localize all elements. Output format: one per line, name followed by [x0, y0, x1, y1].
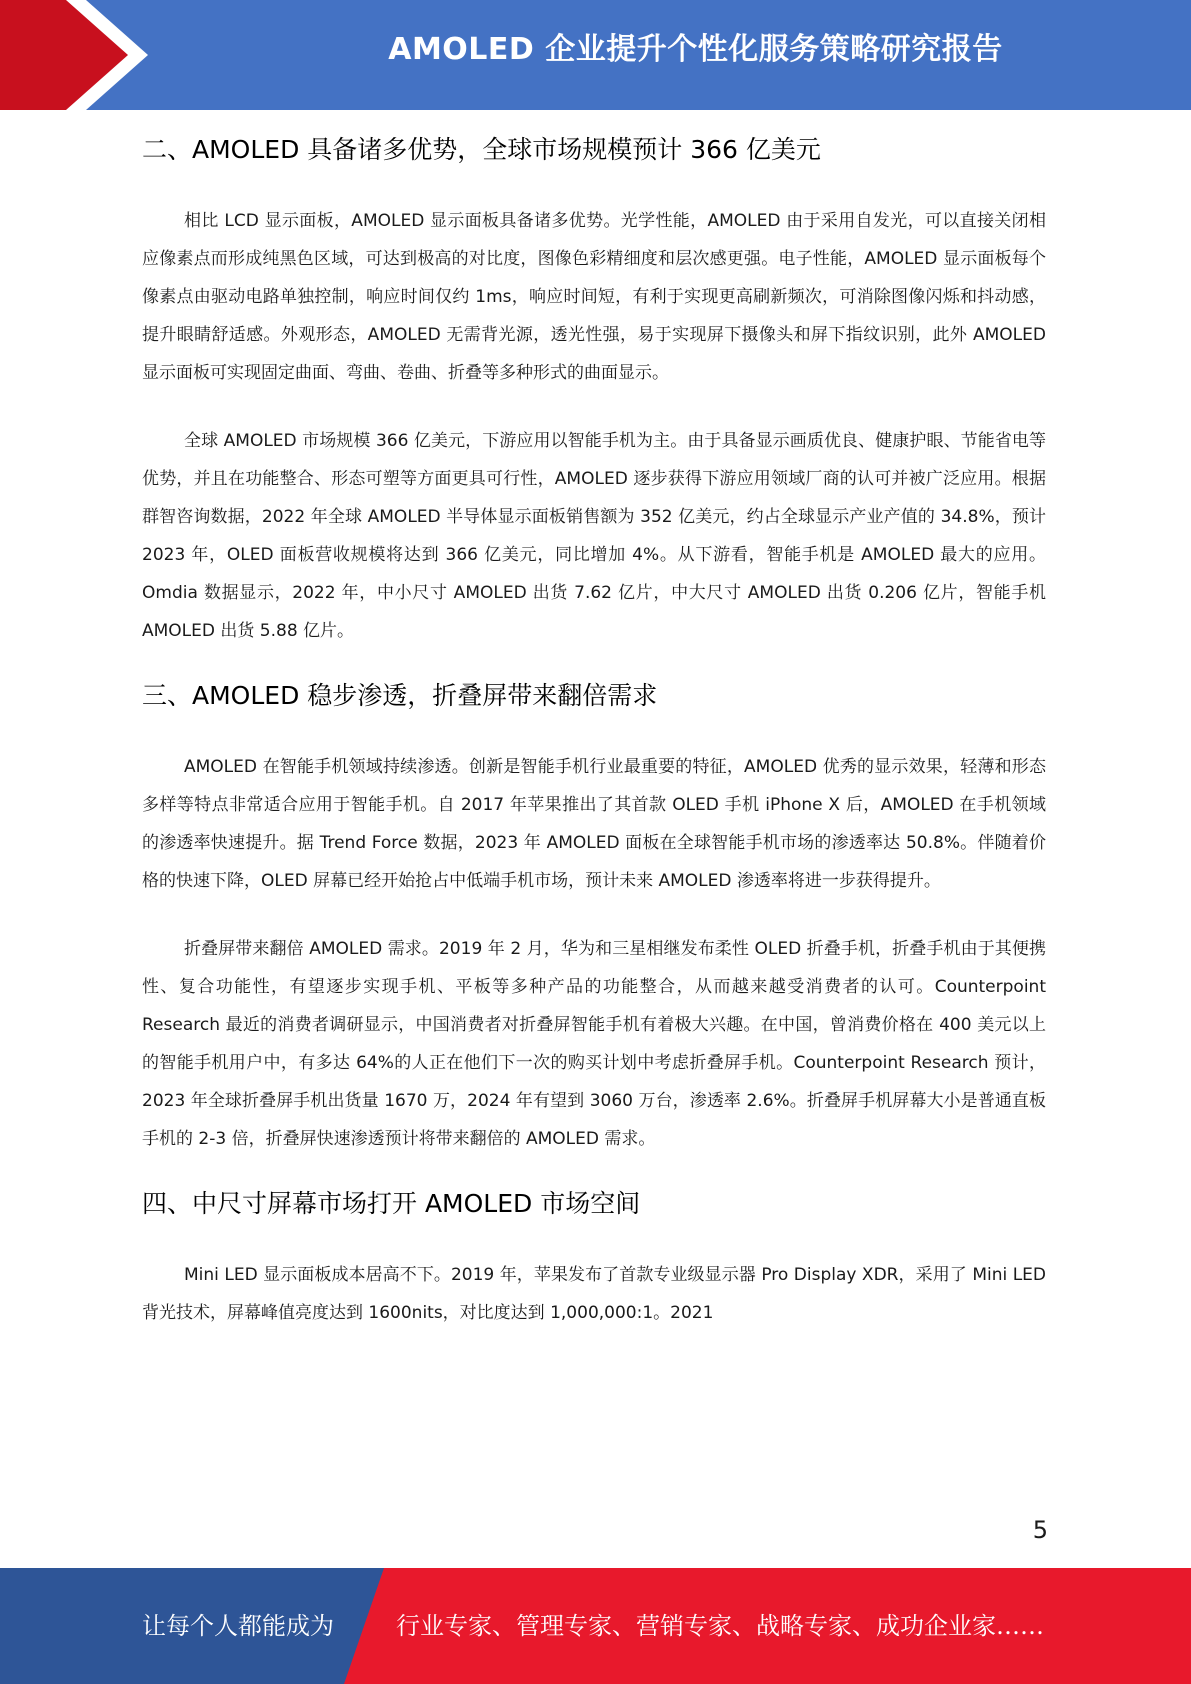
- page-number: 5: [1032, 1516, 1048, 1544]
- section-heading: 四、中尺寸屏幕市场打开 AMOLED 市场空间: [142, 1189, 641, 1218]
- document-body: [142, 118, 1046, 1332]
- report-title: AMOLED 企业提升个性化服务策略研究报告: [388, 32, 1003, 67]
- paragraph: 全球 AMOLED 市场规模 366 亿美元，下游应用以智能手机为主。由于具备显示画质优良、健康护眼、节能省电等优势，并且在功能整合、形态可塑等方面更具可行性，AMOLED 逐步获得下游应用领域厂商的认可并被广泛应用。根据群智咨询数据，2022 年全球 AMOLED 半导体显示面板销售额为 352 亿美元，约占全球显示产业产值的 34.8%，预计 2023 年，OLED 面板营收规模将达到 366 亿美元，同比增加 4%。从下游看，智能手机是 AMOLED 最大的应用。Omdia 数据显示，2022 年，中小尺寸 AMOLED 出货 7.62 亿片，中大尺寸 AMOLED 出货 0.206 亿片，智能手机 AMOLED 出货 5.88 亿片。: [142, 431, 1046, 641]
- paragraph: 相比 LCD 显示面板，AMOLED 显示面板具备诸多优势。光学性能，AMOLED 由于采用自发光，可以直接关闭相应像素点而形成纯黑色区域，可达到极高的对比度，图像色彩精细度和层次感更强。电子性能，AMOLED 显示面板每个像素点由驱动电路单独控制，响应时间仅约 1ms，响应时间短，有利于实现更高刷新频次，可消除图像闪烁和抖动感，提升眼睛舒适感。外观形态，AMOLED 无需背光源，透光性强，易于实现屏下摄像头和屏下指纹识别，此外 AMOLED 显示面板可实现固定曲面、弯曲、卷曲、折叠等多种形式的曲面显示。: [142, 211, 1046, 383]
- header-banner: [0, 0, 1191, 110]
- paragraph: Mini LED 显示面板成本居高不下。2019 年，苹果发布了首款专业级显示器 Pro Display XDR，采用了 Mini LED 背光技术，屏幕峰值亮度达到 1600nits，对比度达到 1,000,000:1。2021: [142, 1265, 1046, 1323]
- section-heading: 三、AMOLED 稳步渗透，折叠屏带来翻倍需求: [142, 681, 658, 710]
- footer-slogan-left: 让每个人都能成为: [142, 1612, 334, 1640]
- paragraph: 折叠屏带来翻倍 AMOLED 需求。2019 年 2 月，华为和三星相继发布柔性 OLED 折叠手机，折叠手机由于其便携性、复合功能性，有望逐步实现手机、平板等多种产品的功能整合，从而越来越受消费者的认可。Counterpoint Research 最近的消费者调研显示，中国消费者对折叠屏智能手机有着极大兴趣。在中国，曾消费价格在 400 美元以上的智能手机用户中，有多达 64%的人正在他们下一次的购买计划中考虑折叠屏手机。Counterpoint Research 预计，2023 年全球折叠屏手机出货量 1670 万，2024 年有望到 3060 万台，渗透率 2.6%。折叠屏手机屏幕大小是普通直板手机的 2-3 倍，折叠屏快速渗透预计将带来翻倍的 AMOLED 需求。: [142, 939, 1046, 1149]
- footer-banner: [0, 1568, 1191, 1684]
- paragraph: AMOLED 在智能手机领域持续渗透。创新是智能手机行业最重要的特征，AMOLED 优秀的显示效果，轻薄和形态多样等特点非常适合应用于智能手机。自 2017 年苹果推出了其首款 OLED 手机 iPhone X 后，AMOLED 在手机领域的渗透率快速提升。据 Trend Force 数据，2023 年 AMOLED 面板在全球智能手机市场的渗透率达 50.8%。伴随着价格的快速下降，OLED 屏幕已经开始抢占中低端手机市场，预计未来 AMOLED 渗透率将进一步获得提升。: [142, 757, 1046, 891]
- section-heading: 二、AMOLED 具备诸多优势，全球市场规模预计 366 亿美元: [142, 135, 821, 164]
- footer-slogan-right: 行业专家、管理专家、营销专家、战略专家、成功企业家……: [396, 1612, 1044, 1640]
